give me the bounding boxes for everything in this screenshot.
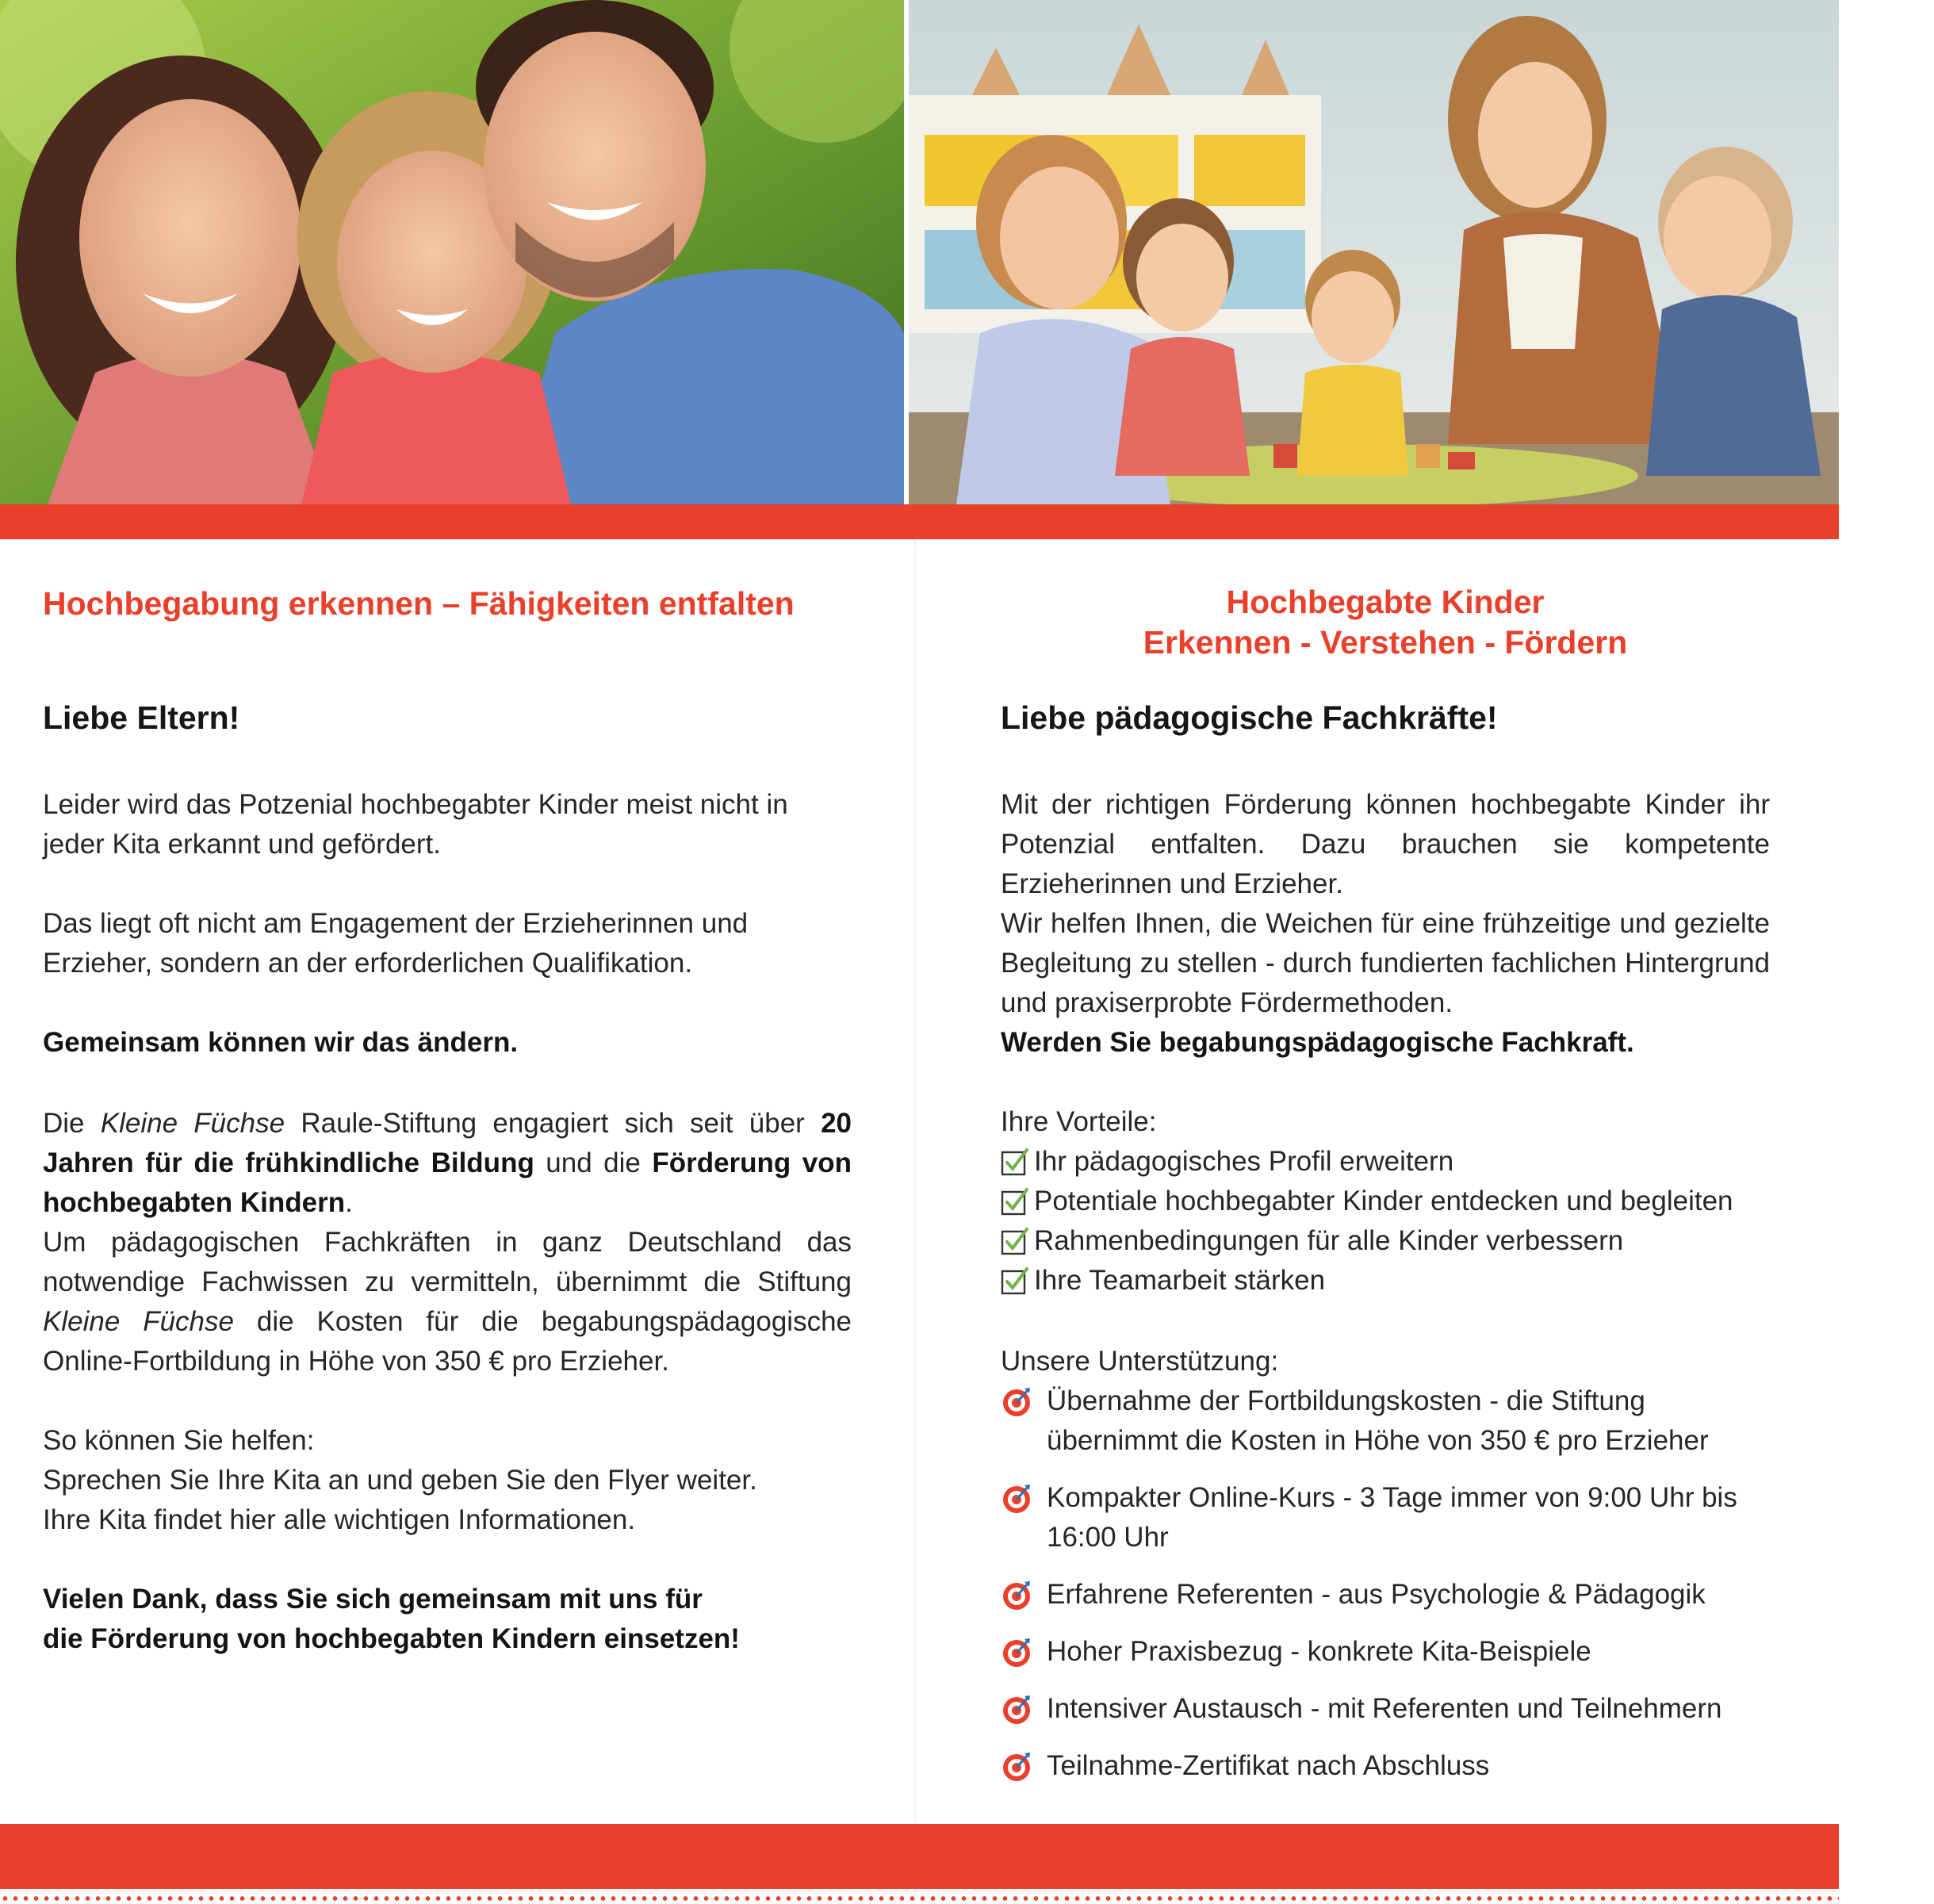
advantages-title: Ihre Vorteile: bbox=[1001, 1106, 1157, 1137]
advantage-item: Rahmenbedingungen für alle Kinder verbessern bbox=[1001, 1221, 1733, 1261]
bottom-accent-band bbox=[0, 1824, 1839, 1889]
advantage-item: Potentiale hochbegabter Kinder entdecken und begleiten bbox=[1001, 1182, 1733, 1221]
thanks-line-1: Vielen Dank, dass Sie sich gemeinsam mit uns für bbox=[43, 1584, 703, 1615]
reason-text: Das liegt oft nicht am Engagement der Erzieherinnen und Erzieher, sondern an der erforderlichen Qualifikation. bbox=[43, 908, 749, 979]
fold-line bbox=[914, 539, 916, 1903]
thanks-section bbox=[43, 1580, 852, 1659]
cost-text: Um pädagogischen Fachkräften in ganz Deutschland das notwendige Fachwissen zu vermitteln, übernimmt die Stiftung Kleine Füchse die Kosten für die begabungspädagogische Online-Fortbildung in Höhe von 350 € pro Erzieher. bbox=[43, 1227, 852, 1377]
foundation-text: Die Kleine Füchse Raule-Stiftung engagiert sich seit über 20 Jahren für die frühkindliche Bildung und die Förderung von hochbegabten Kindern. bbox=[43, 1108, 852, 1218]
reason-paragraph bbox=[43, 904, 852, 983]
top-accent-band bbox=[0, 504, 1839, 539]
target-icon bbox=[1001, 1693, 1032, 1725]
educators-greeting: Liebe pädagogische Fachkräfte! bbox=[1001, 699, 1498, 736]
right-headline-line-2: Erkennen - Verstehen - Fördern bbox=[1143, 624, 1628, 661]
foundation-paragraph bbox=[43, 1104, 852, 1381]
support-item: Erfahrene Referenten - aus Psychologie & Pädagogik bbox=[1001, 1575, 1770, 1615]
educators-intro bbox=[1001, 785, 1770, 1063]
support-item: Übernahme der Fortbildungskosten - die Stiftung übernimmt die Kosten in Höhe von 350 € pro Erzieher bbox=[1001, 1381, 1770, 1461]
checkbox-icon bbox=[1001, 1147, 1029, 1176]
help-section bbox=[43, 1421, 852, 1540]
advantage-item: Ihr pädagogisches Profil erweitern bbox=[1001, 1142, 1733, 1182]
parents-greeting: Liebe Eltern! bbox=[43, 699, 240, 736]
help-line-1: Sprechen Sie Ihre Kita an und geben Sie den Flyer weiter. bbox=[43, 1465, 757, 1496]
intro-paragraph bbox=[43, 785, 852, 864]
target-icon bbox=[1001, 1750, 1032, 1782]
thanks-line-2: die Förderung von hochbegabten Kindern einsetzen! bbox=[43, 1623, 740, 1654]
right-headline bbox=[1001, 582, 1770, 663]
help-line-2: Ihre Kita findet hier alle wichtigen Informationen. bbox=[43, 1504, 636, 1535]
kindergarten-photo bbox=[909, 0, 1839, 504]
perforation-dots bbox=[0, 1896, 1839, 1901]
advantage-item: Ihre Teamarbeit stärken bbox=[1001, 1261, 1733, 1301]
target-icon bbox=[1001, 1482, 1032, 1514]
advantages-list bbox=[1001, 1142, 1733, 1301]
support-item: Kompakter Online-Kurs - 3 Tage immer von 9:00 Uhr bis 16:00 Uhr bbox=[1001, 1478, 1770, 1557]
support-item: Teilnahme-Zertifikat nach Abschluss bbox=[1001, 1746, 1770, 1786]
checkbox-icon bbox=[1001, 1266, 1029, 1295]
educators-help-text: Wir helfen Ihnen, die Weichen für eine frühzeitige und gezielte Begleitung zu stellen - durch fundierten fachlichen Hintergrund und praxiserprobte Fördermethoden. bbox=[1001, 908, 1770, 1018]
family-photo bbox=[0, 0, 904, 504]
together-statement bbox=[43, 1023, 852, 1063]
help-title: So können Sie helfen: bbox=[43, 1425, 315, 1456]
checkbox-icon bbox=[1001, 1187, 1029, 1216]
support-item: Intensiver Austausch - mit Referenten und Teilnehmern bbox=[1001, 1689, 1770, 1729]
support-item: Hoher Praxisbezug - konkrete Kita-Beispiele bbox=[1001, 1632, 1770, 1672]
educators-call-to-action: Werden Sie begabungspädagogische Fachkraft. bbox=[1001, 1027, 1634, 1058]
right-headline-line-1: Hochbegabte Kinder bbox=[1226, 584, 1545, 620]
target-icon bbox=[1001, 1579, 1032, 1611]
educators-intro-text: Mit der richtigen Förderung können hochbegabte Kinder ihr Potenzial entfalten. Dazu brauchen sie kompetente Erzieherinnen und Erzieher. bbox=[1001, 789, 1770, 899]
intro-text: Leider wird das Potzenial hochbegabter Kinder meist nicht in jeder Kita erkannt und gefördert. bbox=[43, 789, 788, 860]
left-headline: Hochbegabung erkennen – Fähigkeiten entfalten bbox=[43, 585, 795, 622]
target-icon bbox=[1001, 1636, 1032, 1668]
checkbox-icon bbox=[1001, 1227, 1029, 1255]
target-icon bbox=[1001, 1385, 1032, 1417]
support-title: Unsere Unterstützung: bbox=[1001, 1346, 1279, 1377]
together-text: Gemeinsam können wir das ändern. bbox=[43, 1027, 519, 1058]
